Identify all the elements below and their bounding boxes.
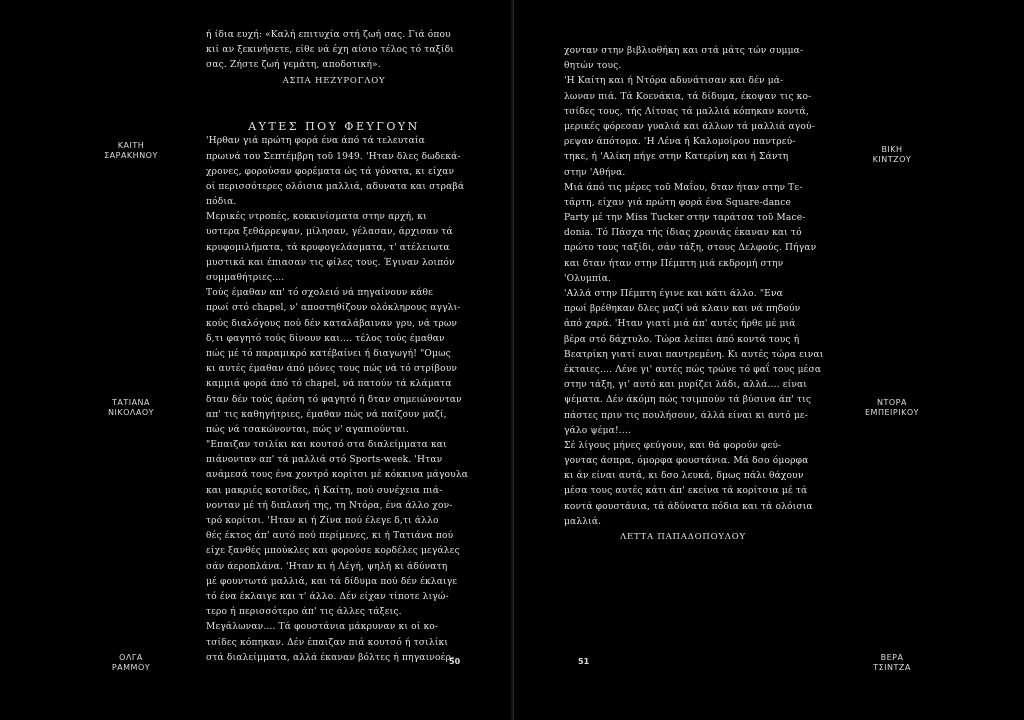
- text-line: Party μέ την Miss Tucker στην ταράτσα τοῦ Mace-: [564, 213, 806, 224]
- text-line: σας. Ζήστε ζωή γεμάτη, αποδοτική».: [206, 60, 381, 71]
- text-line: πρωί στό chapel, ν' αποστηθίζουν ολόκληρους αγγλι-: [206, 303, 461, 314]
- text-line: πρωί βρέθηκαν δλες μαζί νά κλαιν και νά πηδούν: [564, 304, 801, 315]
- text-line: Βεατρίκη γιατί ειναι παντρεμένη. Κι αυτές τώρα ειναι: [564, 349, 824, 360]
- text-line: 'Ολυμπία.: [564, 273, 612, 284]
- left-text-column: [206, 28, 469, 666]
- book-gutter-highlight: [513, 0, 514, 720]
- text-line: Μεγάλωναν.... Τά φουστάνια μάκρυναν κι οί κο-: [206, 622, 439, 633]
- text-line: είχε ξανθές μπούκλες και φορούσε κορδέλες μεγάλες: [206, 546, 460, 557]
- text-line: πόδια.: [206, 197, 237, 208]
- text-line: 'Ηρθαν γιά πρώτη φορά ένα άπό τά τελευταία: [206, 136, 425, 147]
- text-line: σάν άεροπλάνα. 'Ηταν κι ή Λέγή, ψηλή κι άδύνατη: [206, 561, 448, 572]
- text-line: υστερα ξεθάρρεψαν, μίλησαν, γέλασαν, άρχισαν τά: [206, 227, 453, 238]
- text-line: μερικές φόρεσαν γυαλιά και άλλων τά μαλλιά αγού-: [564, 121, 815, 132]
- text-line: 'Αλλά στην Πέμπτη έγινε και κάτι άλλο. "Ενα: [564, 289, 783, 299]
- text-line: ανάμεσά τους ένα χοντρό κορίτσι μέ κόκκινα μάγουλα: [206, 470, 469, 481]
- margin-name-right-3: ΒΕΡΑ ΤΣΙΝΤΖΑ: [873, 653, 911, 672]
- text-line: καμμιά φορά άπό τό chapel, νά πατούν τά κλάματα: [206, 379, 452, 390]
- text-line: 'Η Καίτη και ή Ντόρα αδυνάτισαν και δέν μά-: [564, 76, 784, 87]
- blank-line: [206, 104, 462, 119]
- text-line: θητών τους.: [564, 61, 622, 72]
- text-line: βέρα στό δάχτυλο. Τώρα λείπει άπό κοντά τους ή: [564, 334, 800, 345]
- text-line: ή ίδια ευχή: «Καλή επιτυχία στή ζωή σας. Γιά όπου: [206, 30, 451, 40]
- text-line: πώς νά τσακώνονται, πώς ν' αγαπιούνται.: [206, 424, 410, 435]
- text-line: δ,τι φαγητό τούς δίνουν και.... τέλος τούς έμαθαν: [206, 333, 445, 344]
- text-line: άπό χαρά. 'Ηταν γιατί μιά άπ' αυτές ήρθε μέ μιά: [564, 319, 796, 330]
- text-line: "Επαιζαν τσιλίκι και κουτσό στα διαλείμματα και: [206, 440, 447, 451]
- text-line: κοντά φουστάνια, τά άδύνατα πόδια και τά ολόισια: [564, 501, 813, 512]
- text-line: και μακριές κοτσίδες, ή Καίτη, πού συνέχεια πιά-: [206, 485, 443, 496]
- margin-name-right-1: ΒΙΚΗ ΚΙΝΤΖΟΥ: [872, 145, 912, 164]
- text-line: οί περισσότερες ολόισια μαλλιά, αδυνατα και στραβά: [206, 181, 465, 192]
- text-line: Μιά άπό τις μέρες τοῦ Μαΐου, δταν ήταν στην Τε-: [564, 182, 803, 193]
- margin-name-left-1: ΚΑΙΤΗ ΣΑΡΑΚΗΝΟΥ: [104, 141, 158, 160]
- author-signature: ΑΣΠΑ ΗΕΖΥΡΟΓΛΟΥ: [282, 75, 386, 86]
- text-line: στην 'Αθήνα.: [564, 167, 626, 178]
- text-line: πάστες πριν τις πουλήσουν, άλλά είναι κι αυτό με-: [564, 410, 809, 421]
- text-line: πρώτο τους ταξίδι, σάν τάξη, στους Δελφούς. Πήγαν: [564, 243, 817, 254]
- text-line: θές έκτος άπ' αυτό πού περίμενες, κι ή Τατιάνα πού: [206, 531, 454, 542]
- text-line: κρυφομιλήματα, τά κρυφογελάσματα, τ' ατέλειωτα: [206, 242, 450, 253]
- text-line: λωναν πιά. Τά Κοενάκια, τά δίδυμα, έκοψαν τις κο-: [564, 91, 812, 102]
- text-line: τερο ή περισσότερο άπ' τις άλλες τάξεις.: [206, 607, 402, 618]
- text-line: γάλο ψέμα!....: [564, 425, 631, 436]
- text-line: τάρτη, είχαν γιά πρώτη φορά ένα Square-dance: [564, 197, 792, 208]
- text-line: Σέ λίγους μήνες φεύγουν, και θά φορούν φεύ-: [564, 440, 782, 451]
- text-line: τρό κορίτσι. 'Ηταν κι ή Ζίνα πού έλεγε δ,τι άλλο: [206, 516, 439, 526]
- margin-name-left-3: ΟΛΓΑ ΡΑΜΜΟΥ: [111, 653, 151, 672]
- text-line: μαλλιά.: [564, 516, 602, 527]
- text-line: μέσα τους αυτές κάτι άπ' εκείνα τά κορίτσια μέ τά: [564, 486, 808, 497]
- text-line: έκταιες.... Λένε γι' αυτές πώς τρώνε τό φαΐ τους μέσα: [564, 364, 822, 375]
- text-line: ρεψαν άπότομα. 'Η Λένα ή Καλομοίρου παντρεύ-: [564, 137, 796, 148]
- text-line: donia. Τό Πάσχα τής ίδιας χρονιάς έκαναν και τό: [564, 228, 802, 239]
- text-line: στά διαλείμματα, αλλά έκαναν βόλτες ή πηγαινοέρ-: [206, 652, 455, 663]
- text-line: κι άν είναι αυτά, κι δσο λευκά, δμως πάλι θάχουν: [564, 471, 804, 482]
- text-line: πρωινά του Σεπτέμβρη τοῦ 1949. 'Ηταν δλες δωδεκά-: [206, 151, 461, 162]
- author-signature: ΛΕΤΤΑ ΠΑΠΑΔΟΠΟΥΛΟΥ: [620, 532, 746, 542]
- page-number-right: 51: [578, 657, 590, 666]
- text-line: γοντας άσπρα, όμορφα φουστάνια. Μά δσο όμορφα: [564, 456, 809, 467]
- text-line: μέ φουντωτά μαλλιά, και τά δίδυμα πού δέν έκλαιγε: [206, 576, 458, 587]
- article-title: ΑΥΤΕΣ ΠΟΥ ΦΕΥΓΟΥΝ: [248, 120, 420, 134]
- right-text-column: [564, 44, 824, 545]
- text-line: ψέματα. Δέν άκόμη πώς τσιμπούν τά βύσινα άπ' τις: [564, 395, 812, 406]
- text-line: Μερικές ντροπές, κοκκινίσματα στην αρχή, κι: [206, 212, 427, 223]
- blank-line: [206, 89, 462, 104]
- text-line: στην τάξη, γι' αυτό και μυρίζει λάδι, αλλά.... είναι: [564, 380, 807, 391]
- text-line: τσίδες κόπηκαν. Δέν έπαιζαν πιά κουτσό ή τσιλίκι: [206, 637, 449, 648]
- text-line: χονταν στην βιβλιοθήκη και στά μάτς τών συμμα-: [564, 46, 804, 56]
- text-line: τηκε, ή 'Αλίκη πήγε στην Κατερίνη και ή Σάντη: [564, 152, 789, 163]
- text-line: πώς μέ τό παραμικρό κατέβαίνει ή διαγωγή! "Ομως: [206, 348, 451, 359]
- text-line: πιάνονταν απ' τά μαλλιά στό Sports-week. 'Ηταν: [206, 455, 443, 466]
- margin-name-left-2: ΤΑΤΙΑΝΑ ΝΙΚΟΛΑΟΥ: [107, 398, 154, 417]
- text-line: τό ένα έκλαιγε και τ' άλλο. Δέν είχαν τίποτε λιγώ-: [206, 591, 449, 602]
- text-line: Τούς έμαθαν απ' τό σχολειό νά πηγαίνουν κάθε: [206, 288, 434, 299]
- text-line: μυστικά και έπιασαν τις φίλες τους. Έγιναν λοιπόν: [206, 257, 455, 268]
- text-line: συμμαθήτριες....: [206, 273, 285, 283]
- text-line: και δταν ήταν στην Πέμπτη μιά εκδρομή στην: [564, 258, 784, 269]
- text-line: κούς διαλόγους πού δέν καταλάβαιναν γρυ, νά τρων: [206, 318, 458, 329]
- margin-name-right-2: ΝΤΟΡΑ ΕΜΠΕΙΡΙΚΟΥ: [865, 398, 919, 417]
- text-line: κι αυτές έμαθαν άπό μόνες τους πώς νά τό στρίβουν: [206, 364, 458, 375]
- text-line: απ' τις καθηγήτριες, έμαθαν πώς νά παίζουν μαζί,: [206, 409, 447, 420]
- page-number-left: 50: [449, 657, 461, 666]
- text-line: δταν δέν τούς άρέση τό φαγητό ή δταν σημειώνονταν: [206, 394, 462, 405]
- text-line: χρονες, φορούσαν φορέματα ώς τά γόνατα, κι είχαν: [206, 166, 455, 177]
- text-line: νονταν μέ τή διπλανή της, τη Ντόρα, ένα άλλο χον-: [206, 500, 453, 511]
- text-line: τσίδες τους, τής Λίτσας τά μαλλιά κόπηκαν κοντά,: [564, 106, 809, 117]
- text-line: κιί αν ξεκινήσετε, είθε νά έχη αίσιο τέλος τό ταξίδι: [206, 45, 454, 56]
